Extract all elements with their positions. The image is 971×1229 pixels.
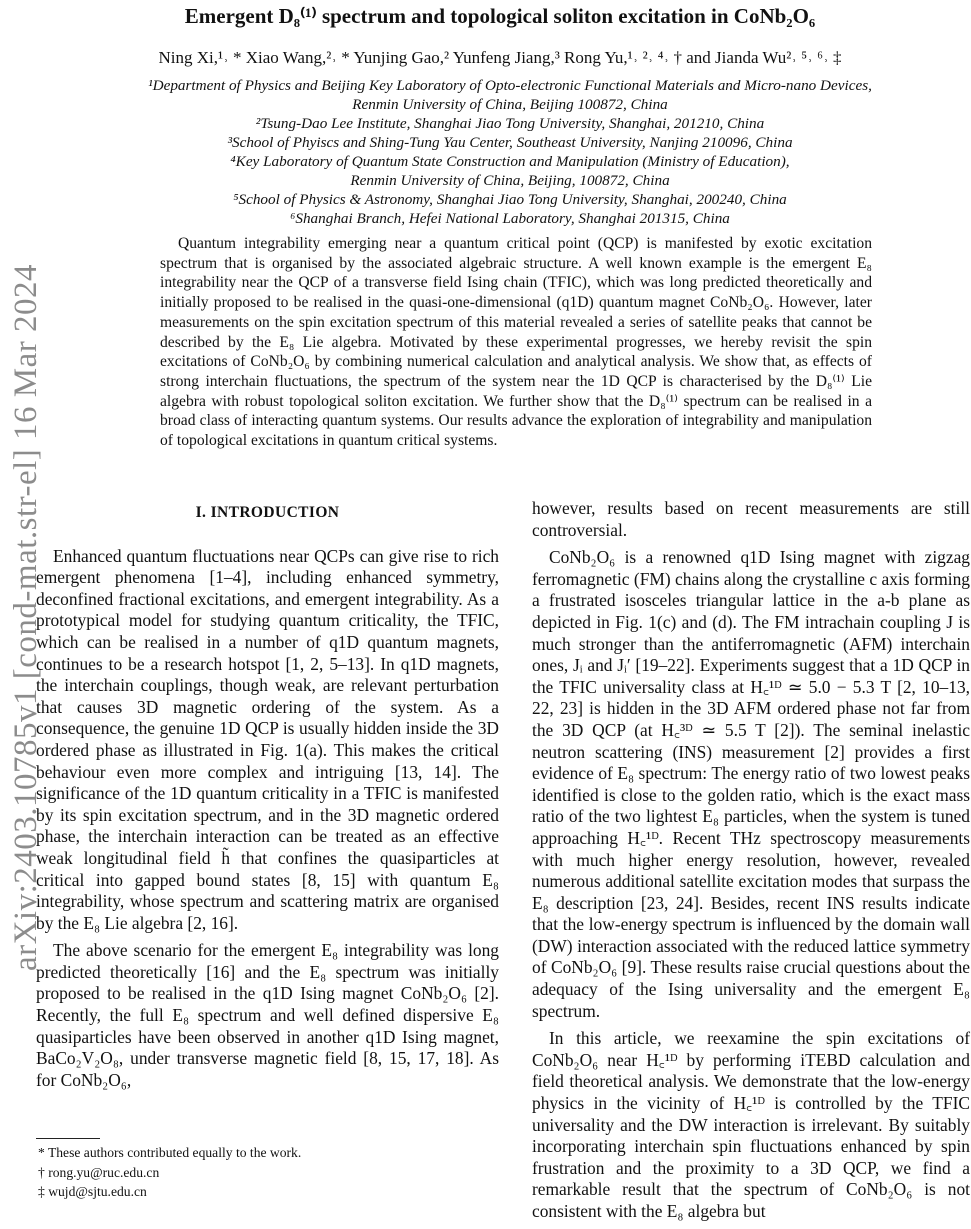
abstract: Quantum integrability emerging near a quantum critical point (QCP) is manifested by exotic excitation spectrum that is organised by the associated algebraic structure. A well known example is the emergent E₈ integrability near the QCP of a transverse field Ising chain (TFIC), which was long predicted theoretically and initially proposed to be realised in the quasi-one-dimensional (q1D) quantum magnet CoNb₂O₆. However, later measurements on the spin excitation spectrum of this material revealed a series of satellite peaks that cannot be described by the E₈ Lie algebra. Motivated by these experimental progresses, we hereby revisit the spin excitations of CoNb₂O₆ by combining numerical calculation and analytical analysis. We show that, as effects of strong interchain fluctuations, the spectrum of the system near the 1D QCP is characterised by the D₈⁽¹⁾ Lie algebra with robust topological soliton excitation. We further show that the D₈⁽¹⁾ spectrum can be realised in a broad class of interacting quantum systems. Our results advance the exploration of integrability and manipulation of topological excitations in quantum critical systems. xyxy=(160,235,872,450)
footnote-rule xyxy=(36,1138,100,1139)
affiliation-line: ³School of Phyiscs and Shing-Tung Yau Center, Southeast University, Nanjing 210096, China xyxy=(227,134,793,151)
body-paragraph: CoNb₂O₆ is a renowned q1D Ising magnet with zigzag ferromagnetic (FM) chains along the crystalline c axis forming a frustrated isosceles triangular lattice in the a-b plane as depicted in Fig. 1(c) and (d). The FM intrachain coupling J is much stronger than the antiferromagnetic (AFM) interchain ones, Jᵢ and Jᵢ′ [19–22]. Experiments suggest that a 1D QCP in the TFIC universality class at H꜀¹ᴰ ≃ 5.0 − 5.3 T [2, 10–13, 22, 23] is hidden in the 3D AFM ordered phase not far from the 3D QCP (at H꜀³ᴰ ≃ 5.5 T [2]). The seminal inelastic neutron scattering (INS) measurement [2] provides a first evidence of E₈ spectrum: The energy ratio of two lowest peaks identified is close to the golden ratio, which is the exact mass ratio of the two lightest E₈ particles, when the system is tuned approaching H꜀¹ᴰ. Recent THz spectroscopy measurements with much higher energy resolution, however, revealed numerous additional satellite excitation modes that surpass the E₈ description [23, 24]. Besides, recent INS results indicate that the low-energy spectrum is influenced by the domain wall (DW) interaction associated with the reduced lattice symmetry of CoNb₂O₆ [9]. These results raise crucial questions about the adequacy of the Ising universality and the emergent E₈ spectrum. xyxy=(532,547,970,1021)
affiliation-line: Renmin University of China, Beijing, 100872, China xyxy=(350,172,670,189)
body-paragraph: The above scenario for the emergent E₈ integrability was long predicted theoretically [16] and the E₈ spectrum was initially proposed to be realised in the q1D Ising magnet CoNb₂O₆ [2]. Recently, the full E₈ spectrum and well defined dispersive E₈ quasiparticles have been observed in another q1D Ising magnet, BaCo₂V₂O₈, under transverse magnetic field [8, 15, 17, 18]. As for CoNb₂O₆, xyxy=(36,940,499,1090)
affiliation-line: ⁵School of Physics & Astronomy, Shanghai Jiao Tong University, Shanghai, 200240, China xyxy=(233,191,787,208)
affiliation-line: ⁶Shanghai Branch, Hefei National Laboratory, Shanghai 201315, China xyxy=(290,210,730,227)
right-column xyxy=(532,498,970,1229)
arxiv-id[interactable]: arXiv:2403.10785v1 [cond-mat.str-el] 16 Mar 2024 xyxy=(7,264,44,972)
body-paragraph: In this article, we reexamine the spin excitations of CoNb₂O₆ near H꜀¹ᴰ by performing iTEBD calculation and field theoretical analysis. We demonstrate that the low-energy physics in the vicinity of H꜀¹ᴰ is controlled by the TFIC universality and the DW interaction is irrelevant. By suitably incorporating interchain spin fluctuations enhanced by spin frustration and the proximity to a 3D QCP, we find a remarkable result that the spectrum of CoNb₂O₆ is not consistent with the E₈ algebra but xyxy=(532,1028,970,1221)
affiliation-line: Renmin University of China, Beijing 100872, China xyxy=(352,96,668,113)
footnote-email-yu[interactable]: † rong.yu@ruc.edu.cn xyxy=(38,1164,160,1180)
footnotes xyxy=(36,1143,496,1202)
footnote-email-wu[interactable]: ‡ wujd@sjtu.edu.cn xyxy=(38,1184,147,1199)
affiliation-line: ²Tsung-Dao Lee Institute, Shanghai Jiao Tong University, Shanghai, 201210, China xyxy=(255,115,765,132)
affiliations xyxy=(60,76,960,228)
paper-title: Emergent D₈⁽¹⁾ spectrum and topological soliton excitation in CoNb₂O₆ xyxy=(184,4,816,28)
body-paragraph: Enhanced quantum fluctuations near QCPs can give rise to rich emergent phenomena [1–4], including enhanced symmetry, deconfined fractional excitations, and emergent integrability. As a prototypical model for studying quantum criticality, the TFIC, which can be realised in a number of q1D quantum magnets, continues to be a research hotspot [1, 2, 5–13]. In q1D magnets, the interchain couplings, though weak, are relevant perturbation that causes 3D magnetic ordering of the system. As a consequence, the genuine 1D QCP is usually hidden inside the 3D ordered phase as illustrated in Fig. 1(a). This makes the critical behaviour even more complex and intriguing [13, 14]. The significance of the 1D quantum criticality in a TFIC is manifested by its spin excitation spectrum, and in the 3D magnetic ordered phase, the interchain interaction can be treated as an effective weak longitudinal field h̃ that confines the quasiparticles at critical into gapped bound states [8, 15] with quantum E₈ integrability, whose spectrum and scattering matrix are organised by the E₈ Lie algebra [2, 16]. xyxy=(36,545,499,933)
section-heading: I. INTRODUCTION xyxy=(195,504,340,521)
body-paragraph: however, results based on recent measurements are still controversial. xyxy=(532,498,970,540)
left-column xyxy=(36,500,499,1097)
footnote-equal-contribution: * These authors contributed equally to the work. xyxy=(38,1145,302,1160)
affiliation-line: ⁴Key Laboratory of Quantum State Construction and Manipulation (Ministry of Education), xyxy=(230,153,790,170)
affiliation-line: ¹Department of Physics and Beijing Key Laboratory of Opto-electronic Functional Materials and Micro-nano Devices, xyxy=(148,77,872,94)
author-list: Ning Xi,¹˒ * Xiao Wang,²˒ * Yunjing Gao,² Yunfeng Jiang,³ Rong Yu,¹˒ ²˒ ⁴˒ † and Jianda Wu²˒ ⁵˒ ⁶˒ ‡ xyxy=(158,48,842,67)
